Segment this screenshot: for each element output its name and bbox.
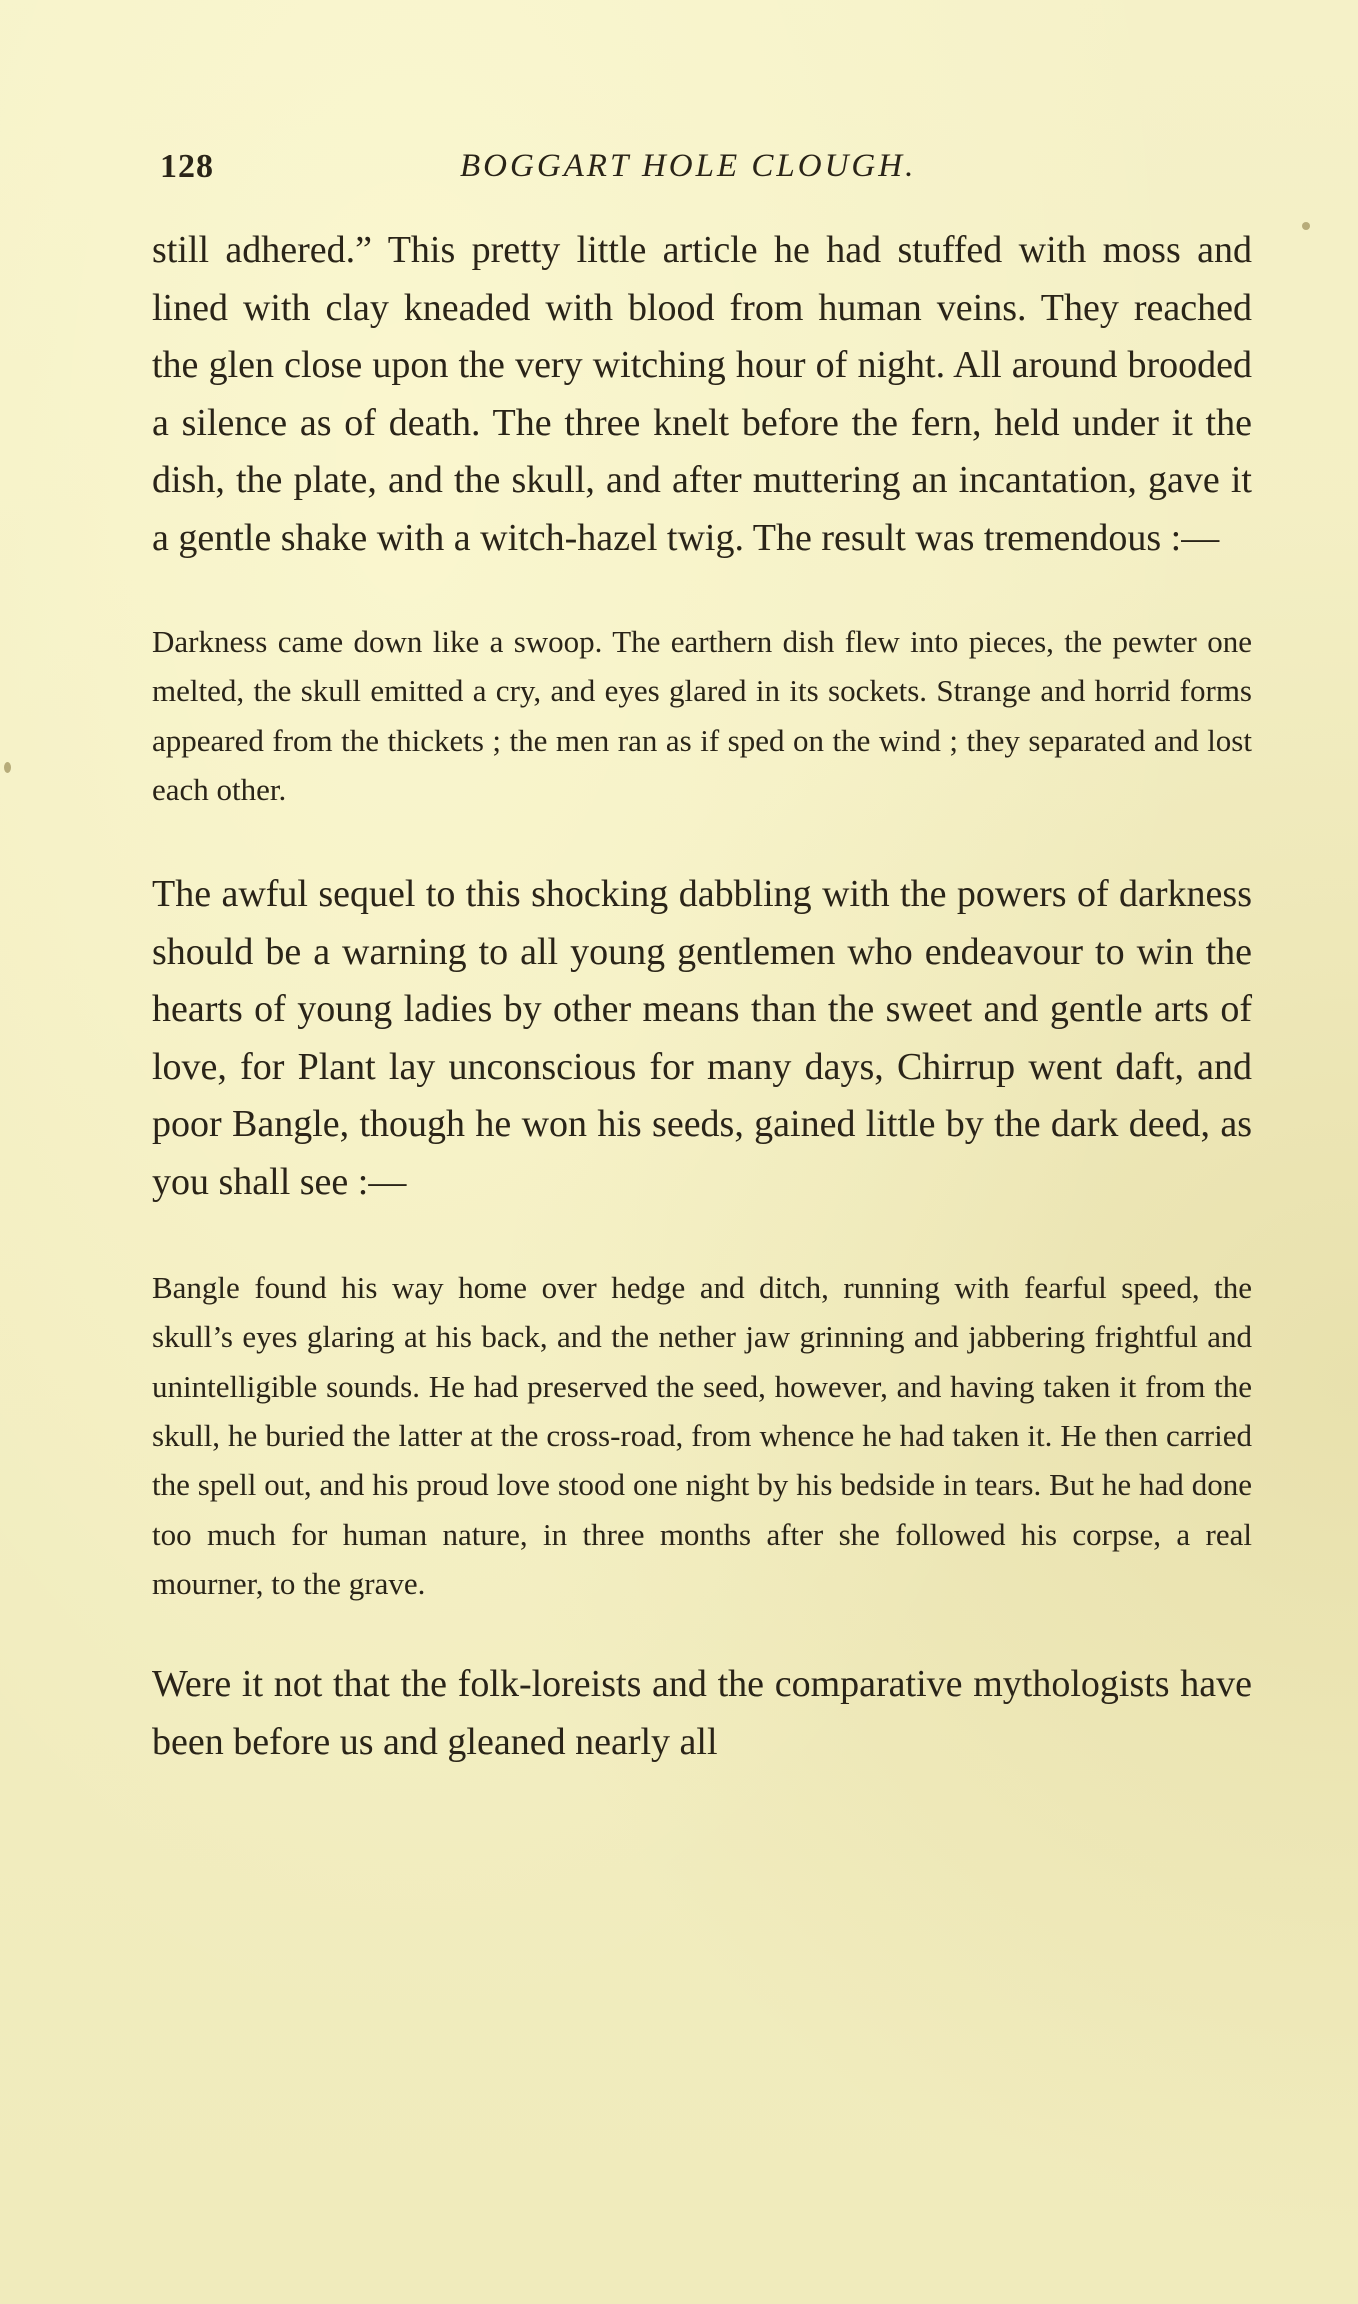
page-header bbox=[160, 148, 1260, 198]
paragraph-2: The awful sequel to this shocking dabbling with the powers of darkness should be a warning to all young gentlemen who endeavour to win the hearts of young ladies by other means than the sweet and gentle arts of love, for Plant lay unconscious for many days, Chirrup went daft, and poor Bangle, though he won his seeds, gained little by the dark deed, as you shall see :— bbox=[152, 873, 1252, 1203]
running-title: BOGGART HOLE CLOUGH. bbox=[460, 148, 917, 184]
paper-speck bbox=[1302, 222, 1310, 230]
body-text bbox=[152, 222, 1252, 1771]
paragraph-1: still adhered.” This pretty little article he had stuffed with moss and lined with clay kneaded with blood from human veins. They reached the glen close upon the very witching hour of night. All around brooded a silence as of death. The three knelt before the fern, held under it the dish, the plate, and the skull, and after muttering an incantation, gave it a gentle shake with a witch-hazel twig. The result was tremendous :— bbox=[152, 229, 1252, 559]
quoted-passage-1: Darkness came down like a swoop. The earthern dish flew into pieces, the pewter one melted, the skull emitted a cry, and eyes glared in its sockets. Strange and horrid forms appeared from the thickets ; the men ran as if sped on the wind ; they separated and lost each other. bbox=[152, 624, 1252, 807]
paper-speck bbox=[4, 762, 11, 773]
paragraph-3: Were it not that the folk-loreists and the comparative mythologists have been before us and gleaned nearly all bbox=[152, 1663, 1252, 1763]
quoted-passage-2: Bangle found his way home over hedge and ditch, running with fearful speed, the skull’s eyes glaring at his back, and the nether jaw grinning and jabbering frightful and unintelligible sounds. He had preserved the seed, however, and having taken it from the skull, he buried the latter at the cross-road, from whence he had taken it. He then carried the spell out, and his proud love stood one night by his bedside in tears. But he had done too much for human nature, in three months after she followed his corpse, a real mourner, to the grave. bbox=[152, 1270, 1252, 1601]
page-number: 128 bbox=[160, 148, 214, 185]
